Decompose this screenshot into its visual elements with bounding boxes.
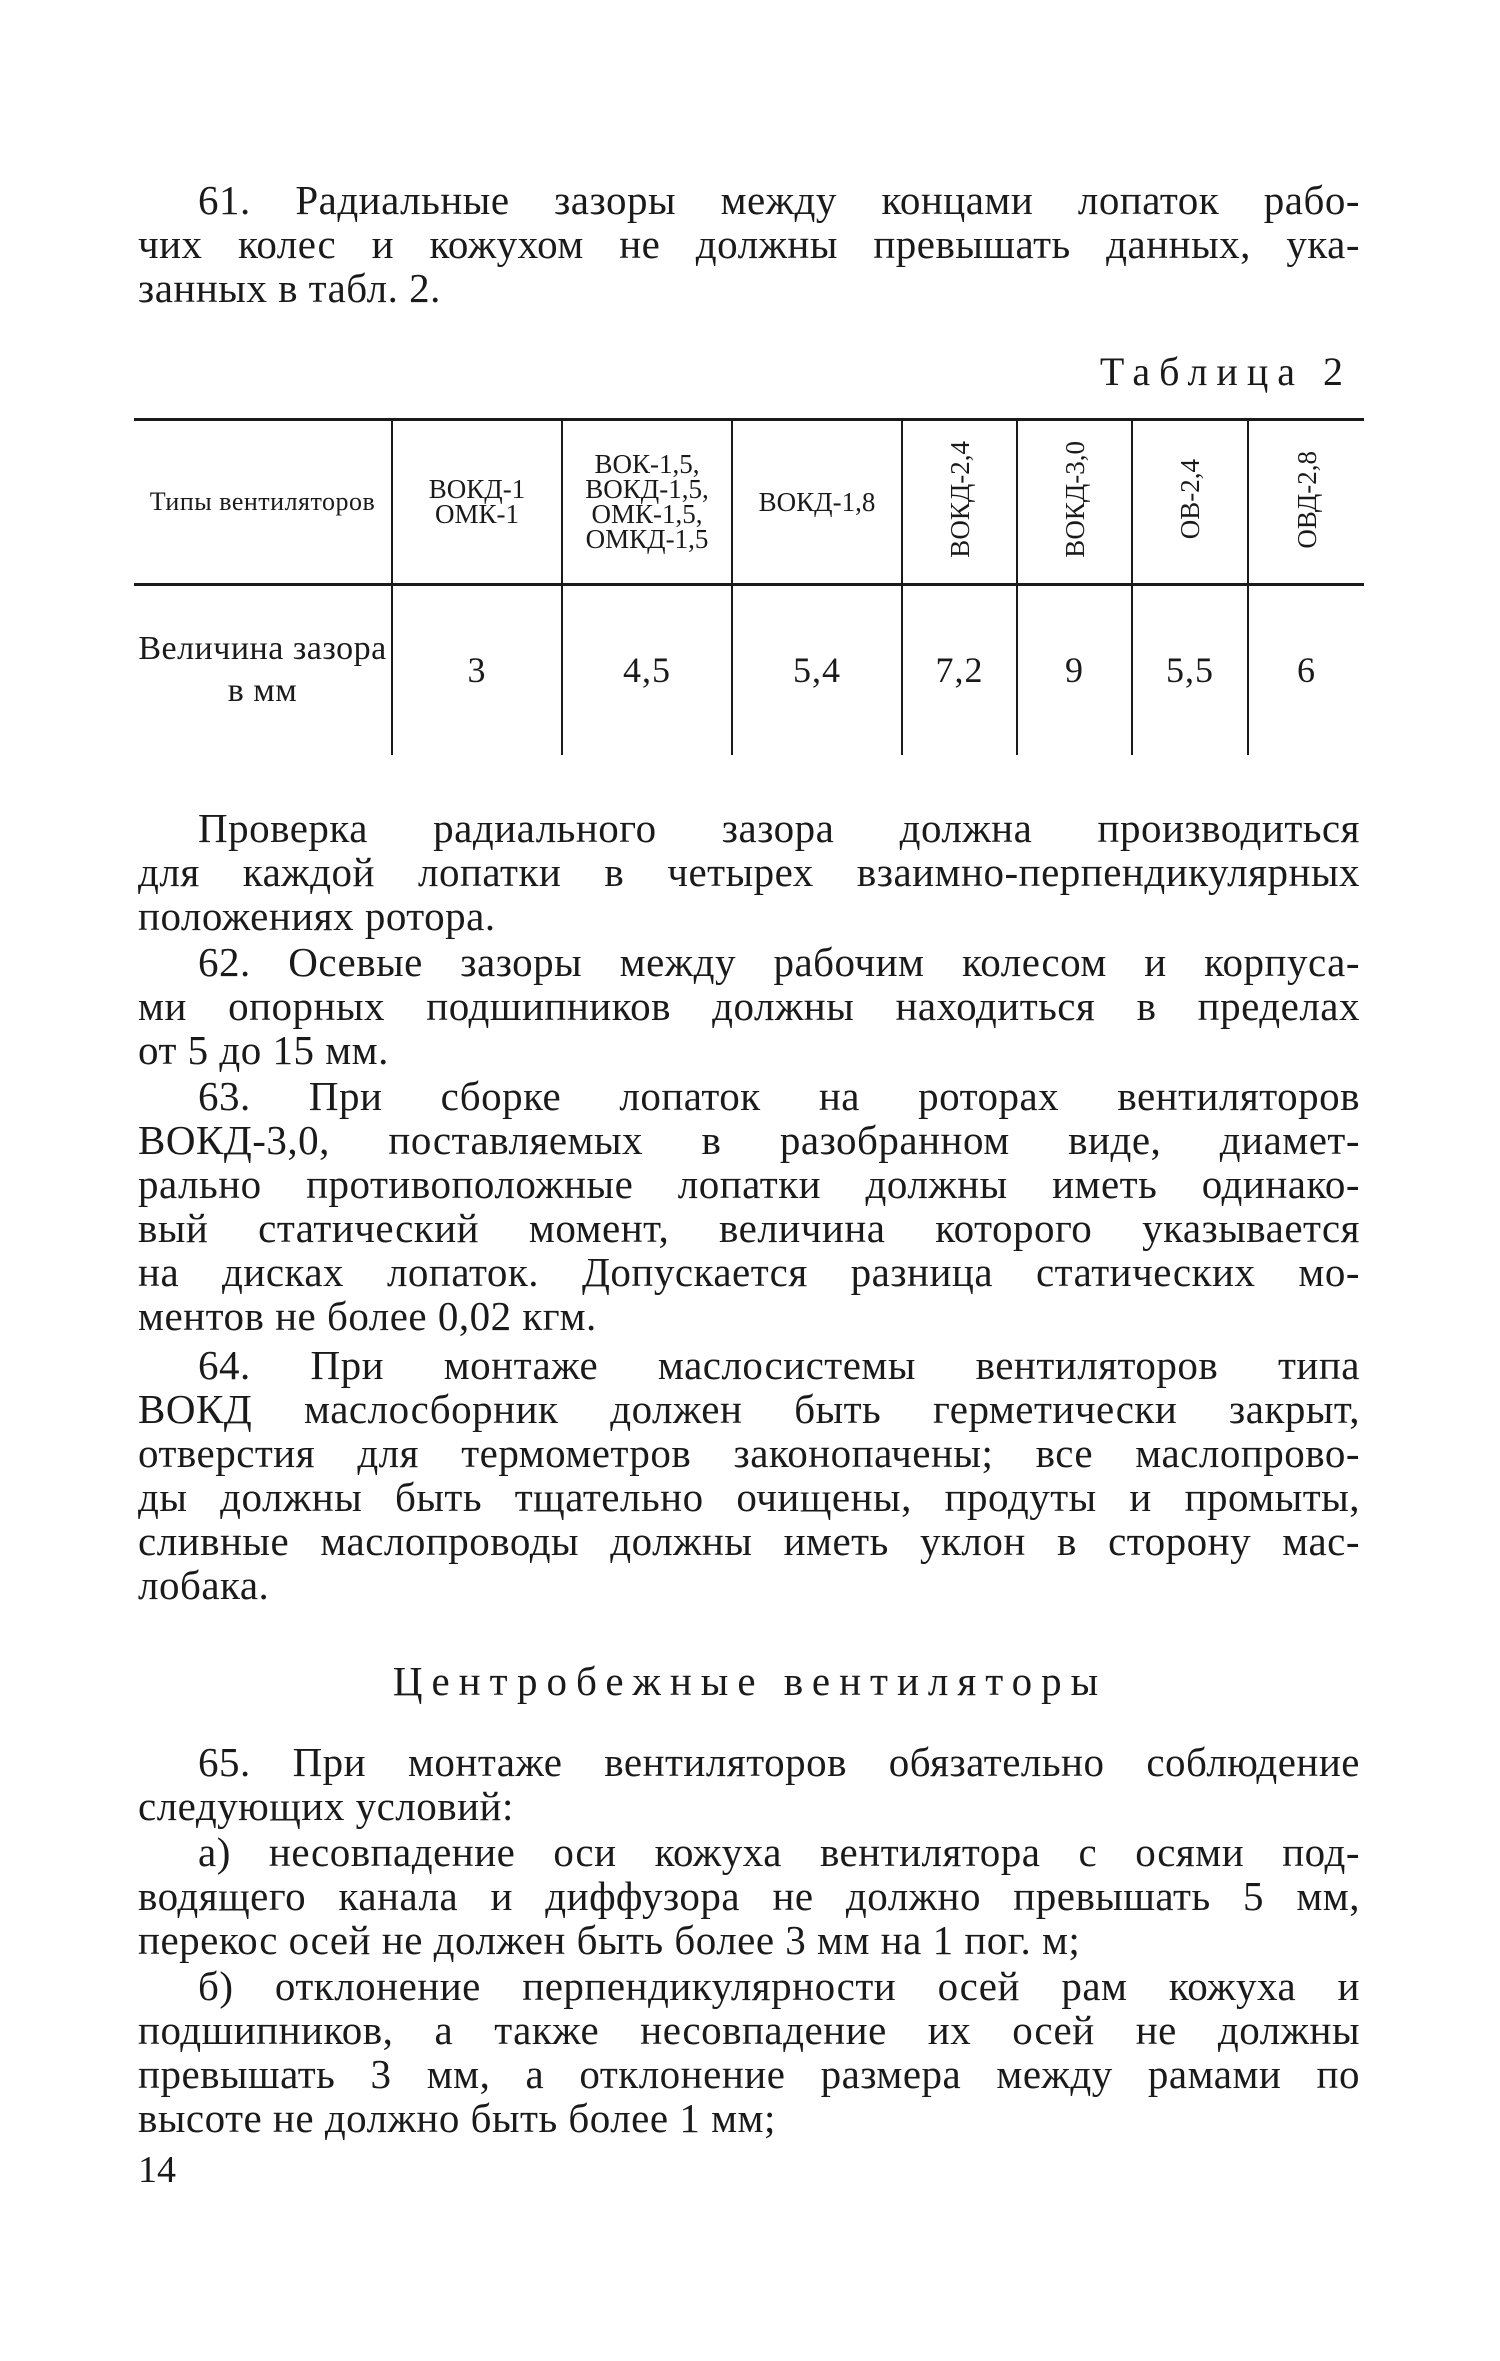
table-cell: 5,4 [732, 585, 902, 755]
header-cell [1248, 420, 1364, 585]
header-cell [1132, 420, 1248, 585]
text-line: 62. Осевые зазоры между рабочим колесом и корпуса- [198, 939, 1360, 985]
paragraph-64 [138, 1343, 1360, 1607]
text-line: сливные маслопроводы должны иметь уклон в сторону мас- [138, 1518, 1360, 1564]
text-line: следующих условий: [138, 1783, 514, 1829]
header-text-vertical: ОВ-2,4 [1175, 459, 1205, 540]
text-line: ВОКД-3,0, поставляемых в разобранном виде, диамет- [138, 1117, 1360, 1163]
text-line: 64. При монтаже маслосистемы вентиляторов типа [198, 1342, 1360, 1388]
text-line: на дисках лопаток. Допускается разница статических мо- [138, 1249, 1360, 1295]
table-caption: Таблица 2 [1099, 349, 1352, 394]
text-line: положениях ротора. [138, 893, 496, 939]
header-text-vertical: ВОКД-3,0 [1059, 441, 1090, 558]
header-fan-types: Типы вентиляторов [149, 487, 376, 516]
paragraph-63 [138, 1074, 1360, 1338]
text-line: от 5 до 15 мм. [138, 1027, 389, 1073]
text-line: рально противоположные лопатки должны иметь одинако- [138, 1161, 1360, 1207]
table-cell: 9 [1017, 585, 1132, 755]
gap-table [134, 418, 1364, 755]
table-header-row [134, 420, 1364, 585]
text-line: высоте не должно быть более 1 мм; [138, 2095, 776, 2141]
table-cell: 6 [1248, 585, 1364, 755]
text-line: ВОКД маслосборник должен быть герметически закрыт, [138, 1386, 1360, 1432]
table-cell: 4,5 [562, 585, 732, 755]
table-cell: 5,5 [1132, 585, 1248, 755]
header-cell: ВОК-1,5, ВОКД-1,5, ОМК-1,5, ОМКД-1,5 [562, 420, 732, 585]
header-text-vertical: ВОКД-2,4 [944, 441, 975, 558]
paragraph-check [138, 806, 1360, 938]
paragraph-65 [138, 1740, 1360, 1828]
text-line: ды должны быть тщательно очищены, продуты и промыты, [138, 1474, 1360, 1520]
row-label: Величина зазора в мм [138, 630, 387, 710]
table-row [134, 585, 1364, 755]
header-cell: ВОКД-1 ОМК-1 [392, 420, 562, 585]
text-line: Проверка радиального зазора должна производиться [198, 805, 1360, 851]
text-line: отверстия для термометров законопачены; все маслопрово- [138, 1430, 1360, 1476]
text-line: ми опорных подшипников должны находиться в пределах [138, 983, 1360, 1029]
paragraph-item-a [138, 1830, 1360, 1962]
section-heading: Центробежные вентиляторы [392, 1658, 1108, 1704]
text-line: ментов не более 0,02 кгм. [138, 1293, 597, 1339]
text-line: б) отклонение перпендикулярности осей рам кожуха и [198, 1963, 1360, 2009]
text-line: для каждой лопатки в четырех взаимно-перпендикулярных [138, 849, 1360, 895]
text-line: 65. При монтаже вентиляторов обязательно соблюдение [198, 1739, 1360, 1785]
table-cell: 3 [392, 585, 562, 755]
page-number: 14 [138, 2149, 176, 2191]
text-line: чих колес и кожухом не должны превышать данных, ука- [138, 221, 1360, 267]
paragraph-61 [138, 178, 1360, 310]
text-line: 61. Радиальные зазоры между концами лопаток рабо- [198, 177, 1360, 223]
text-line: занных в табл. 2. [138, 265, 441, 311]
text-line: превышать 3 мм, а отклонение размера между рамами по [138, 2051, 1360, 2097]
header-cell [902, 420, 1017, 585]
table-cell: 7,2 [902, 585, 1017, 755]
text-line: вый статический момент, величина которого указывается [138, 1205, 1360, 1251]
text-line: водящего канала и диффузора не должно превышать 5 мм, [138, 1873, 1360, 1919]
text-line: лобака. [138, 1562, 270, 1608]
text-line: 63. При сборке лопаток на роторах вентиляторов [198, 1073, 1360, 1119]
text-line: подшипников, а также несовпадение их осей не должны [138, 2007, 1360, 2053]
text-line: перекос осей не должен быть более 3 мм на 1 пог. м; [138, 1917, 1081, 1963]
header-text-vertical: ОВД-2,8 [1291, 450, 1322, 549]
paragraph-item-b [138, 1964, 1360, 2140]
paragraph-62 [138, 940, 1360, 1072]
text-line: а) несовпадение оси кожуха вентилятора с осями под- [198, 1829, 1360, 1875]
header-cell: ВОКД-1,8 [732, 420, 902, 585]
header-cell [1017, 420, 1132, 585]
